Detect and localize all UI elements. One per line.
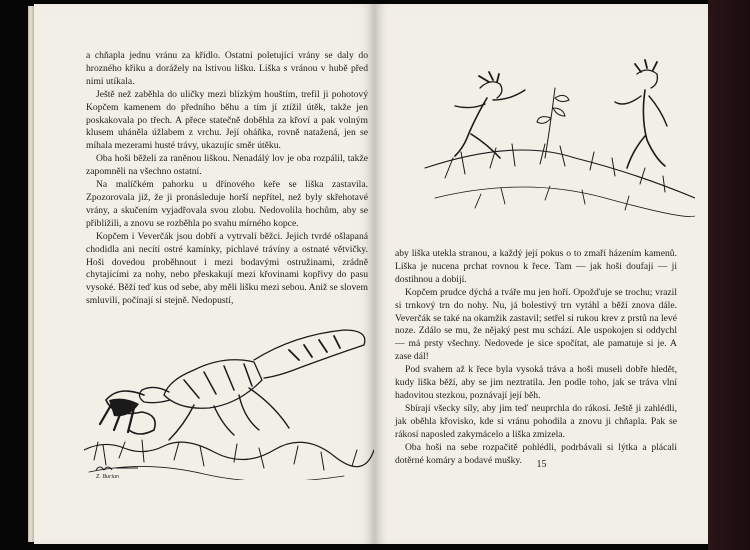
paragraph: Kopčem i Veverčák jsou dobří a vytrvalí běžci. Jejich tvrdé ošlapaná chodidla ani necítí ostré kamínky, pichlavé trávíny a ostnaté větvičky. Hoši dovedou proběhnout i mezi bodavými ostružinami, zrádně chytajícími za nohy, nebo přeskakují mezi křovinami kopřivy do pasu vysoké. Běží teď kus od sebe, aby měli lišku mezi sebou. Aniž se slovem smluvili, počínají si stejně. Nedopustí, xyxy=(86,230,368,307)
right-page xyxy=(375,4,708,544)
left-page-text xyxy=(86,50,368,308)
paragraph: aby liška utekla stranou, a každý její pokus o to zmaří házením kamenů. Liška je nucena prchat rovnou k řece. Tam — jak hoši doufají — ji dostihnou a dobijí. xyxy=(395,248,677,285)
paragraph: Ještě než zaběhla do uličky mezi blízkým houštím, trefil ji pohotový Kopčem kamenem do předního běhu a tím jí ztížil útěk, takže jen poskakovala po třech. A přece statečně doběhla za křoví a pak volným klusem uháněla úžlabem z vrchu. Její oháňka, rovně natažená, jen se míhala mezerami husté trávy, ukazujíc směr útěku. xyxy=(86,88,368,152)
page-number: 15 xyxy=(536,459,547,470)
paragraph: Na malíčkém pahorku u dřínového keře se liška zastavila. Zpozorovala již, že ji pronásleduje horší nepřítel, než byly skřehotavé vrány, a skučením vyjadřovala svou zlobu. Nedovolila hochům, aby se přiblížili, a znovu se rozběhla po svahu mírného kopce. xyxy=(86,179,368,229)
right-page-text xyxy=(395,248,677,467)
paragraph: Pod svahem až k řece byla vysoká tráva a hoši museli dobře hledět, kudy liška běží, aby se jim neztratila. Jen podle toho, jak se tráva vlní hadovitou stezkou, poznávají její běh. xyxy=(395,364,677,401)
paragraph: a chňapla jednu vránu za křídlo. Ostatní poletující vrány se daly do hrozného křiku a dorážely na lstivou lišku. Liška s vránou v hubě před nimi utíkala. xyxy=(86,50,368,87)
paragraph: Oba hoši běželi za raněnou liškou. Nenadálý lov je oba rozpálil, takže zapomněli na všechno ostatní. xyxy=(86,153,368,178)
fox-with-crow-illustration xyxy=(84,300,374,480)
left-page xyxy=(34,4,375,544)
illustration-signature: Z. Burian xyxy=(96,474,120,480)
paragraph: Sbírají všecky síly, aby jim teď neuprchla do rákosí. Ještě ji zahlédli, jak oběhla křovisko, kde si vránu pohodila a znovu ji chňapla. Pak se rákosí naposled zakymácelo a liška zmizela. xyxy=(395,402,677,440)
running-boys-illustration xyxy=(405,48,695,248)
paragraph: Oba hoši na sebe rozpačitě pohlédli, podrbávali si lýtka a plácali dotěrné komáry a bodavé mušky. xyxy=(395,441,677,466)
paragraph: Kopčem prudce dýchá a tváře mu jen hoří. Opožďuje se trochu; vrazil si trnkový trn do nohy. Nu, já bolestivý trn vytáhl a běží znova dále. Veverčák se také na okamžik zastavil; setřel si rukou krev z prstů na levé noze. Zdálo se mu, že nějaký pest mu schází. Ale uspokojen si oddychl — má prsty všechny. Nedovede je sice spočítat, ale pamatuje si je. A zase dál! xyxy=(395,286,677,363)
book-cover-edge xyxy=(708,0,750,550)
